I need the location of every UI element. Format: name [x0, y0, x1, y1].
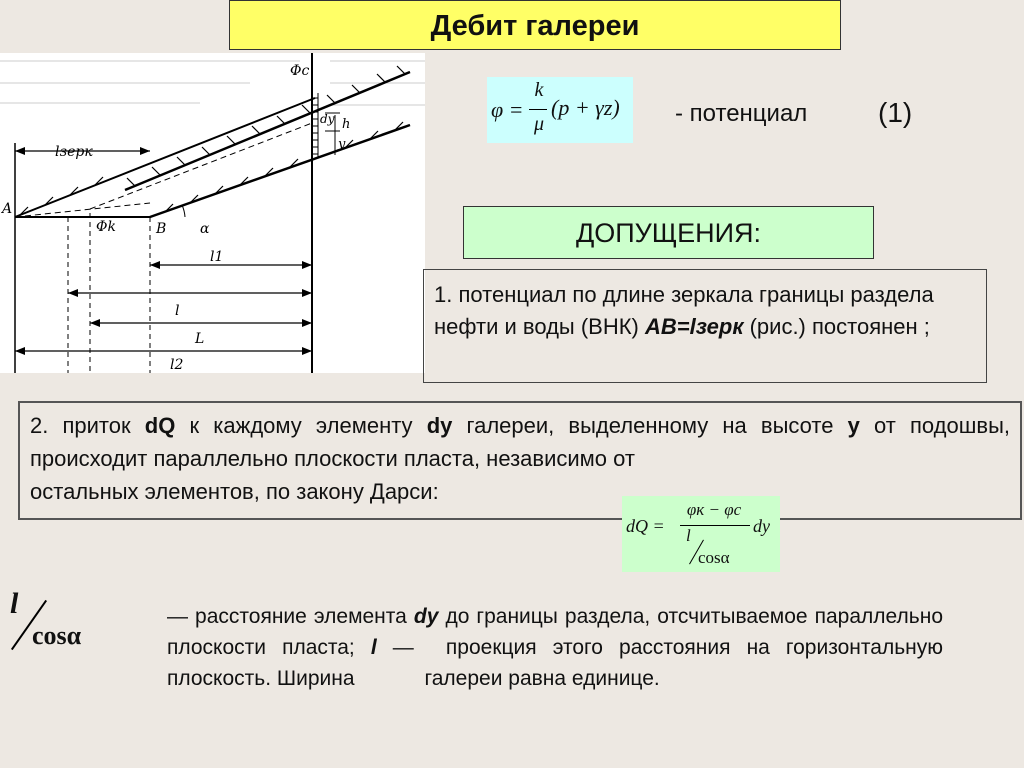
label-dy: dy	[320, 112, 335, 126]
label-y: y	[338, 137, 346, 152]
darcy-num: φк − φс	[686, 500, 742, 519]
a2-t2: к каждому элементу	[175, 413, 427, 438]
label-l: l	[175, 303, 180, 319]
desc-l: l	[370, 636, 377, 659]
label-B: B	[156, 221, 167, 237]
assumption-1-text: 1. потенциал по длине зеркала границы раздела нефти и воды (ВНК)	[434, 282, 934, 339]
label-l2: l2	[170, 357, 184, 373]
a2-y: y	[847, 413, 860, 438]
label-l-zerk: lзерк	[55, 144, 93, 160]
assumption-2	[18, 401, 1022, 520]
formula1-den: μ	[533, 113, 545, 135]
lcos-cos: cosα	[32, 621, 82, 650]
desc-t1: — расстояние элемента	[167, 605, 414, 628]
formula1-num: k	[534, 79, 544, 101]
label-A: A	[2, 201, 13, 217]
label-l1: l1	[210, 249, 224, 265]
label-alpha: α	[200, 221, 210, 237]
a2-t4: от подошвы, происходит параллельно плоскости пласта, независимо от	[30, 413, 1011, 471]
l-over-cos-formula	[4, 585, 114, 655]
slide-title: Дебит галереи	[229, 0, 841, 50]
desc-dy: dy	[413, 605, 439, 628]
label-phi-k: Φk	[96, 219, 116, 235]
formula1-rhs: (p + γz)	[551, 95, 620, 120]
equation-number: (1)	[878, 97, 913, 128]
assumptions-heading: ДОПУЩЕНИЯ:	[463, 206, 874, 259]
a2-t5: остальных элементов, по закону Дарси:	[30, 479, 439, 504]
assumption-1-text-end: (рис.) постоянен ;	[743, 314, 930, 339]
darcy-den-l: l	[686, 526, 691, 545]
label-L: L	[195, 331, 205, 347]
a2-t3: галереи, выделенному на высоте	[452, 413, 848, 438]
darcy-den-cos: cosα	[698, 548, 730, 567]
description-text	[167, 601, 949, 694]
gallery-diagram-svg	[0, 53, 425, 373]
gallery-diagram	[0, 53, 425, 373]
a2-dq: dQ	[144, 413, 176, 438]
label-phi-c: Φc	[290, 63, 310, 79]
a2-t1: 2. приток	[30, 413, 145, 438]
a2-dy: dy	[426, 413, 453, 438]
desc-t2: до границы раздела, отсчитываемое параллельно плоскости пласта;	[167, 605, 943, 659]
assumption-1	[423, 269, 987, 383]
formula1-lhs: φ =	[491, 97, 524, 122]
darcy-formula	[622, 496, 780, 572]
potential-label: - потенциал	[675, 100, 808, 127]
darcy-lhs: dQ =	[626, 516, 665, 536]
potential-formula	[487, 77, 633, 143]
darcy-rhs: dy	[753, 516, 770, 536]
lcos-l: l	[10, 587, 19, 620]
roof-line	[125, 72, 410, 190]
desc-t3: — проекция этого расстояния на горизонтальную плоскость. Ширина галереи равна единице.	[167, 636, 949, 690]
label-h: h	[342, 117, 351, 132]
assumption-1-bold: АВ=lзерк	[644, 314, 744, 339]
